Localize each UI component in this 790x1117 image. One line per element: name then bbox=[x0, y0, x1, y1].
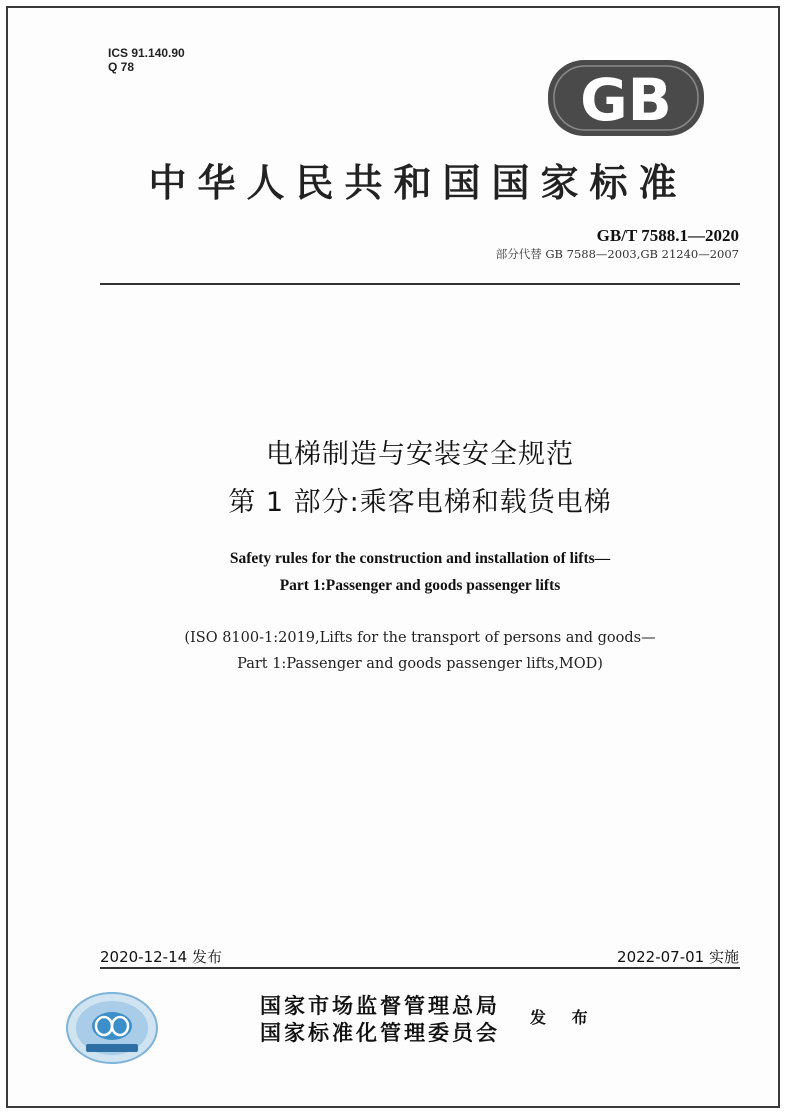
issue-date: 2020-12-14 发布 bbox=[100, 948, 222, 966]
classification-codes bbox=[108, 46, 185, 74]
national-standard-title: 中华人民共和国国家标准 bbox=[148, 161, 688, 205]
english-title-line2: Part 1:Passenger and goods passenger lifts bbox=[279, 577, 561, 594]
gb-logo-icon bbox=[546, 58, 706, 138]
gb-logo-text: GB bbox=[580, 66, 672, 134]
chinese-title-line1: 电梯制造与安装安全规范 bbox=[266, 439, 574, 470]
iso-reference-line1: (ISO 8100-1:2019,Lifts for the transport of persons and goods— bbox=[184, 630, 656, 646]
standard-number: GB/T 7588.1—2020 bbox=[596, 226, 739, 245]
publish-label: 发 布 bbox=[530, 1008, 598, 1027]
english-title-line1: Safety rules for the construction and installation of lifts— bbox=[229, 550, 611, 567]
header-divider bbox=[100, 283, 740, 285]
ccs-code: Q 78 bbox=[108, 60, 135, 74]
footer-divider bbox=[100, 967, 740, 969]
iso-reference-line2: Part 1:Passenger and goods passenger lifts,MOD) bbox=[237, 656, 603, 672]
ics-code: ICS 91.140.90 bbox=[108, 46, 185, 60]
chinese-title-line2: 第 1 部分:乘客电梯和载货电梯 bbox=[228, 487, 612, 518]
issuer-line1: 国家市场监督管理总局 bbox=[260, 993, 500, 1018]
replaces-note: 部分代替 GB 7588—2003,GB 21240—2007 bbox=[495, 247, 739, 261]
implementation-date: 2022-07-01 实施 bbox=[617, 948, 739, 966]
issuer-line2: 国家标准化管理委员会 bbox=[260, 1020, 500, 1045]
anti-counterfeit-seal-icon bbox=[64, 990, 160, 1066]
